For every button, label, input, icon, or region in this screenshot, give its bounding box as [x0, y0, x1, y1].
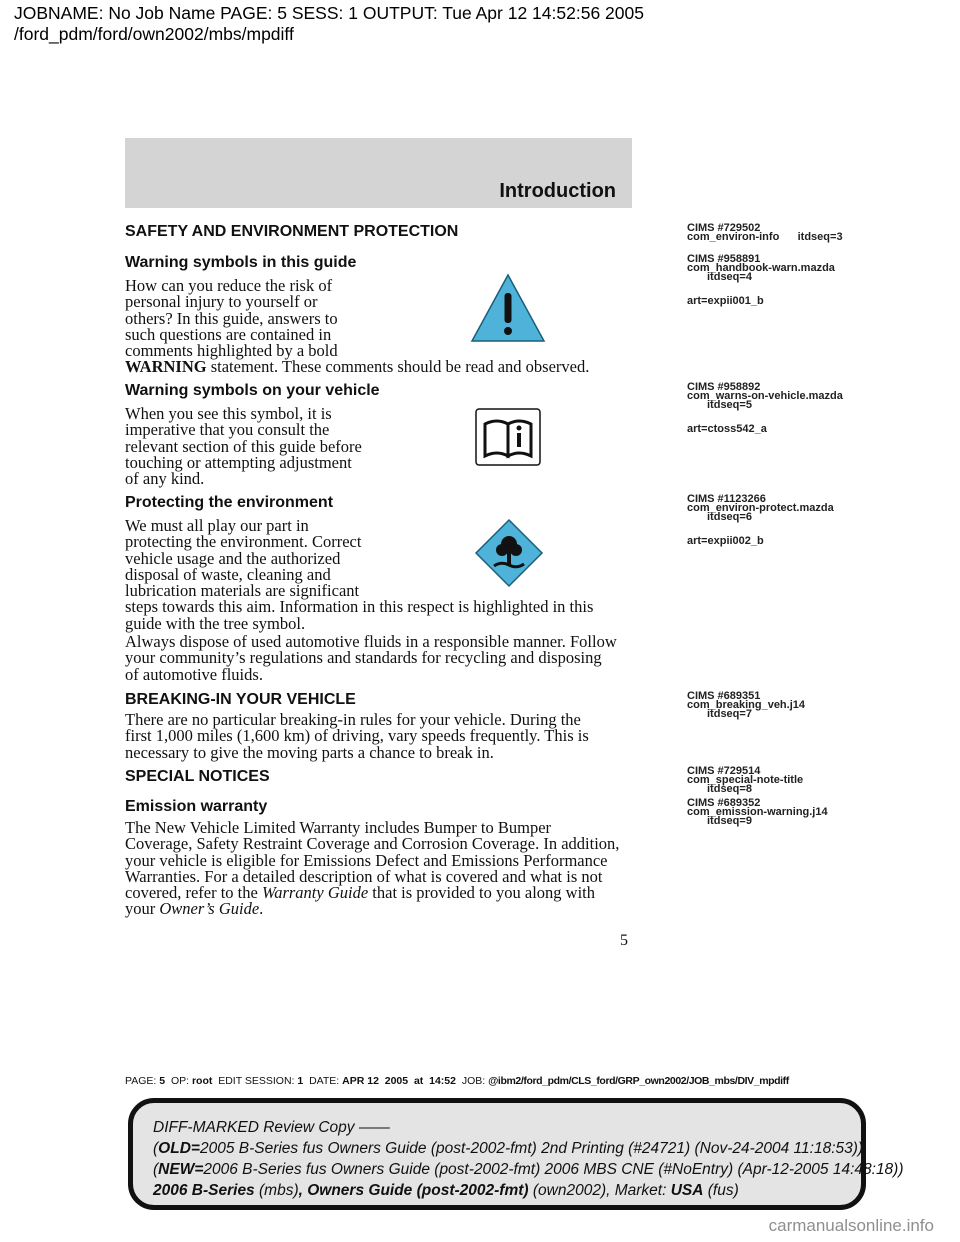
safety-heading: SAFETY AND ENVIRONMENT PROTECTION [125, 223, 459, 240]
footer-value: 5 [159, 1075, 166, 1087]
text-run: your [125, 899, 160, 919]
side-note-line: com_special-note-title [687, 774, 804, 786]
text-line: your vehicle is eligible for Emissions Defect and Emissions Performance [125, 850, 608, 870]
warn-guide-heading: Warning symbols in this guide [125, 254, 357, 271]
footer-label: OP: [170, 1075, 190, 1087]
side-note-line: CIMS #958892 [687, 381, 761, 393]
warn-vehicle-heading: Warning symbols on your vehicle [125, 382, 380, 399]
dispose-text [125, 634, 617, 683]
text-line: imperative that you consult the [125, 420, 330, 440]
side-note-line: com_warns-on-vehicle.mazda [687, 390, 843, 402]
owners-guide-title: Owner’s Guide [159, 899, 260, 919]
diff-key: OLD= [158, 1140, 200, 1157]
text-line: relevant section of this guide before [125, 436, 362, 456]
warning-tail: statement. These comments should be read and observed. [210, 357, 590, 377]
text-line: your community’s regulations and standards for recycling and disposing [125, 648, 602, 668]
side-note [687, 383, 843, 410]
text-line: When you see this symbol, it is [125, 404, 332, 423]
job-header-line2: /ford_pdm/ford/own2002/mbs/mpdiff [14, 24, 294, 44]
side-note-line: itdseq=7 [707, 708, 752, 720]
side-note-line: CIMS #1123266 [687, 493, 766, 505]
side-note-line: com_breaking_veh.j14 [687, 699, 806, 711]
footer-label: DATE: [309, 1075, 340, 1087]
side-note-line: itdseq=6 [707, 511, 752, 523]
text-line: necessary to give the moving parts a chance to break in. [125, 742, 494, 762]
side-note-line: com_environ-info itdseq=3 [687, 231, 843, 243]
text-line: Warranties. For a detailed description of what is covered and what is not [125, 866, 603, 886]
print-footer [125, 1075, 789, 1087]
text-line: vehicle usage and the authorized [125, 548, 341, 568]
side-note-line: CIMS #729502 [687, 222, 761, 234]
text-line: We must all play our part in [125, 516, 309, 535]
side-note [687, 255, 835, 282]
text-run: (own2002) [528, 1182, 607, 1199]
side-note [687, 767, 803, 794]
footer-value: root [191, 1075, 213, 1087]
text-line [125, 359, 589, 375]
footer-value: APR 12 2005 at 14:52 [342, 1075, 456, 1087]
text-run: , Owners Guide (post-2002-fmt) [298, 1182, 529, 1199]
text-run: , Market: [606, 1182, 671, 1199]
side-note-line: itdseq=9 [707, 815, 752, 827]
text-line: such questions are contained in [125, 324, 332, 344]
text-line [125, 901, 619, 917]
text-run: 2006 B-Series [153, 1182, 255, 1199]
text-run: that is provided to you along with [368, 883, 596, 903]
side-note [687, 692, 805, 719]
text-line: disposal of waste, cleaning and [125, 564, 331, 584]
footer-value: 1 [297, 1075, 304, 1087]
warning-word: WARNING [125, 357, 207, 377]
text-run: ( [153, 1140, 159, 1157]
breakin-text [125, 712, 589, 761]
text-run: 2005 B-Series fus Owners Guide (post-2002-fmt) 2nd Printing (#24721) (Nov-24-2004 11:18:53)) [199, 1140, 864, 1157]
breakin-heading: BREAKING-IN YOUR VEHICLE [125, 691, 356, 708]
special-heading: SPECIAL NOTICES [125, 768, 270, 785]
page-number: 5 [620, 932, 628, 949]
diff-review-box [128, 1098, 904, 1210]
text-line: How can you reduce the risk of [125, 276, 333, 295]
side-note: art=expii001_b [687, 295, 764, 307]
side-note [687, 224, 843, 242]
banner-title: Introduction [499, 180, 616, 202]
text-line: steps towards this aim. Information in this respect is highlighted in this [125, 597, 594, 617]
diff-key: NEW= [158, 1161, 204, 1178]
tree-diamond-icon [474, 518, 544, 588]
diff-line [153, 1138, 864, 1159]
diff-line [153, 1180, 841, 1201]
footer-value: @ibm2/ford_pdm/CLS_ford/GRP_own2002/JOB_mbs/DIV_mpdiff [488, 1075, 789, 1087]
text-line: first 1,000 miles (1,600 km) of driving, vary speeds frequently. This is [125, 726, 589, 746]
text-line: lubrication materials are significant [125, 581, 360, 601]
text-line: guide with the tree symbol. [125, 613, 306, 633]
side-note-line: com_handbook-warn.mazda [687, 262, 835, 274]
side-note-line: CIMS #689351 [687, 690, 761, 702]
protect-heading: Protecting the environment [125, 494, 334, 511]
text-line: of automotive fluids. [125, 664, 263, 684]
side-note: art=ctoss542_a [687, 423, 767, 435]
text-line: others? In this guide, answers to [125, 308, 338, 328]
job-header-line1: JOBNAME: No Job Name PAGE: 5 SESS: 1 OUTPUT: Tue Apr 12 14:52:56 2005 [14, 3, 644, 23]
text-run: 2006 B-Series fus Owners Guide (post-2002-fmt) 2006 MBS CNE (#NoEntry) (Apr-12-2005 14:48:18)) [203, 1161, 904, 1178]
side-note [687, 495, 834, 522]
text-line: protecting the environment. Correct [125, 532, 362, 552]
text-line: Coverage, Safety Restraint Coverage and Corrosion Coverage. In addition, [125, 834, 620, 854]
watermark: carmanualsonline.info [768, 1216, 934, 1235]
emission-heading: Emission warranty [125, 798, 268, 815]
text-line: There are no particular breaking-in rules for your vehicle. During the [125, 710, 581, 729]
footer-label: PAGE: [125, 1075, 157, 1087]
side-note-line: itdseq=8 [707, 783, 752, 795]
text-run: USA [670, 1182, 704, 1199]
side-note-line: itdseq=4 [707, 271, 752, 283]
warning-triangle-icon [470, 273, 546, 343]
text-run: . [259, 899, 264, 919]
job-header [14, 3, 644, 45]
side-note-line: CIMS #729514 [687, 765, 761, 777]
side-note-line: CIMS #958891 [687, 253, 761, 265]
text-run: (mbs) [254, 1182, 299, 1199]
diff-line: DIFF-MARKED Review Copy —— [153, 1119, 390, 1136]
warranty-guide-title: Warranty Guide [261, 883, 369, 903]
footer-label: EDIT SESSION: [218, 1075, 295, 1087]
text-line: personal injury to yourself or [125, 292, 318, 312]
text-run: ( [153, 1161, 159, 1178]
side-note-line: itdseq=5 [707, 399, 752, 411]
text-line: The New Vehicle Limited Warranty includes Bumper to Bumper [125, 818, 552, 837]
text-run: covered, refer to the [125, 883, 262, 903]
side-note-line: CIMS #689352 [687, 797, 761, 809]
text-line: comments highlighted by a bold [125, 341, 338, 361]
diff-line [153, 1159, 904, 1180]
text-line: Always dispose of used automotive fluids in a responsible manner. Follow [125, 632, 617, 651]
section-banner [125, 138, 632, 208]
side-note-line: com_emission-warning.j14 [687, 806, 828, 818]
side-note: art=expii002_b [687, 535, 764, 547]
text-line: of any kind. [125, 469, 205, 489]
text-run: (fus) [703, 1182, 739, 1199]
footer-label: JOB: [461, 1075, 486, 1087]
side-note [687, 799, 828, 826]
side-note-line: com_environ-protect.mazda [687, 502, 834, 514]
emission-text [125, 820, 619, 918]
owner-guide-book-icon [475, 408, 541, 466]
warn-vehicle-text [125, 406, 362, 487]
text-line: touching or attempting adjustment [125, 452, 352, 472]
